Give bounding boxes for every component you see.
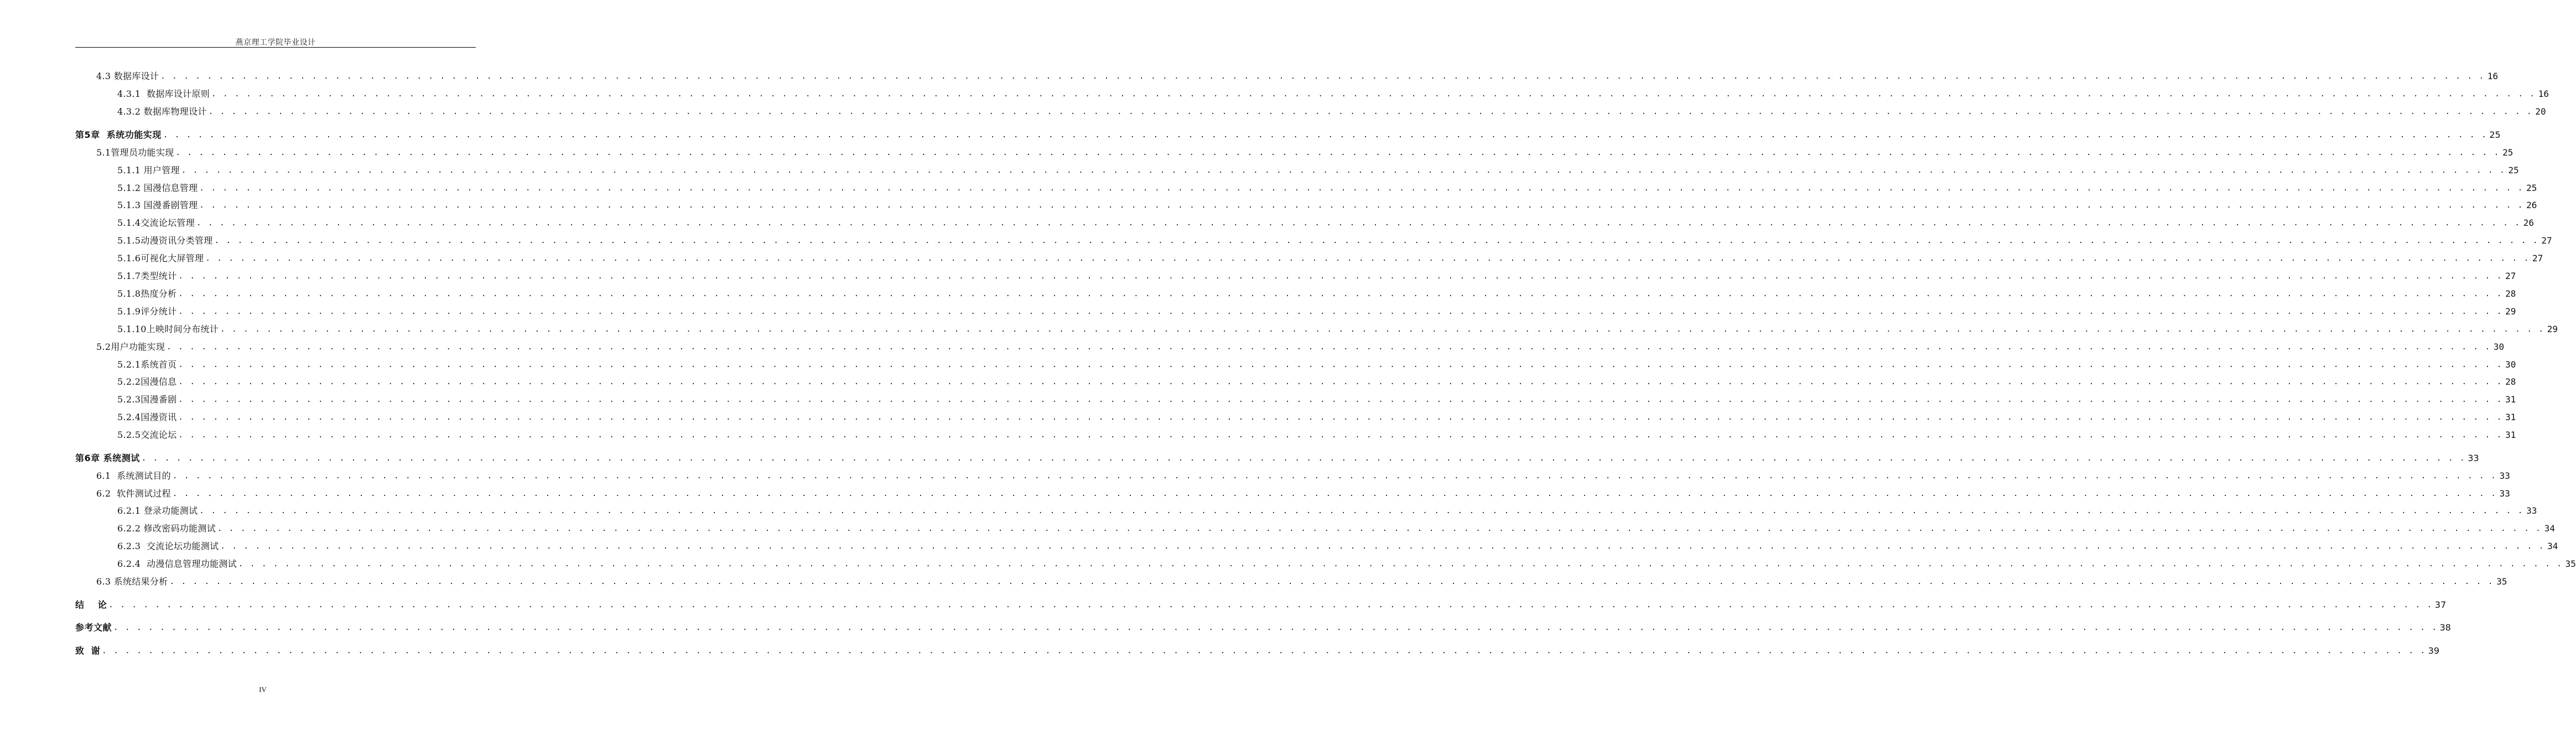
toc-dot-leader: . . . . . . . . . . . . . . . . . . . . . . . . . . . . . . . . . . . . . . . . . . . . . . . . . . . . . . . . . . . . . . . . . . . . . . . . . . . . . . . . . . . . . . . . . . . . . . . . . . . . . . . . . . . . . . . . . . . . . . . . . . . . . . . . . . . . . . . . . . . . . . . . . . . . . . . . . . . . . . . . . . . . . . . . . . . . . . . . . . . . . . . . . . . . . . . . . . . . . . . . — [167, 343, 2491, 352]
toc-entry[interactable] — [0, 127, 2501, 141]
toc-entry-page: 33 — [2468, 453, 2479, 463]
toc-entry[interactable] — [0, 620, 2451, 633]
toc-entry-label: 5.2.5交流论坛 — [117, 430, 177, 440]
toc-dot-leader: . . . . . . . . . . . . . . . . . . . . . . . . . . . . . . . . . . . . . . . . . . . . . . . . . . . . . . . . . . . . . . . . . . . . . . . . . . . . . . . . . . . . . . . . . . . . . . . . . . . . . . . . . . . . . . . . . . . . . . . . . . . . . . . . . . . . . . . . . . . . . . . . . . . . . . . . . . . . . . . . . . . . . . . . . . . . . . . . . . . . . . . . . . . . . . . . . . . . . . . . — [172, 472, 2497, 480]
toc-dot-leader: . . . . . . . . . . . . . . . . . . . . . . . . . . . . . . . . . . . . . . . . . . . . . . . . . . . . . . . . . . . . . . . . . . . . . . . . . . . . . . . . . . . . . . . . . . . . . . . . . . . . . . . . . . . . . . . . . . . . . . . . . . . . . . . . . . . . . . . . . . . . . . . . . . . . . . . . . . . . . . . . . . . . . . . . . . . . . . . . . . . . . . . . . . . . . . . . . . . . . . . . — [178, 395, 2503, 404]
toc-entry-page: 26 — [2526, 200, 2537, 210]
toc-entry-label: 5.1.1 用户管理 — [117, 165, 180, 175]
toc-entry[interactable] — [0, 357, 2516, 370]
toc-entry-label: 6.3 系统结果分析 — [96, 576, 168, 587]
toc-entry[interactable] — [0, 574, 2507, 587]
toc-entry-label: 5.1.2 国漫信息管理 — [117, 183, 198, 193]
toc-entry[interactable] — [0, 597, 2447, 611]
toc-entry-page: 31 — [2505, 412, 2516, 422]
toc-entry-label: 6.2.4 动漫信息管理功能测试 — [117, 559, 237, 569]
toc-dot-leader: . . . . . . . . . . . . . . . . . . . . . . . . . . . . . . . . . . . . . . . . . . . . . . . . . . . . . . . . . . . . . . . . . . . . . . . . . . . . . . . . . . . . . . . . . . . . . . . . . . . . . . . . . . . . . . . . . . . . . . . . . . . . . . . . . . . . . . . . . . . . . . . . . . . . . . . . . . . . . . . . . . . . . . . . . . . . . . . . . . . . . . . . . . . . . . . . . . . . . . . . — [141, 454, 2466, 463]
toc-dot-leader: . . . . . . . . . . . . . . . . . . . . . . . . . . . . . . . . . . . . . . . . . . . . . . . . . . . . . . . . . . . . . . . . . . . . . . . . . . . . . . . . . . . . . . . . . . . . . . . . . . . . . . . . . . . . . . . . . . . . . . . . . . . . . . . . . . . . . . . . . . . . . . . . . . . . . . . . . . . . . . . . . . . . . . . . . . . . . . . . . . . . . . . . . . . . . . . . . . . . . . . . — [199, 201, 2524, 210]
toc-entry-page: 27 — [2532, 253, 2543, 264]
toc-entry[interactable] — [0, 539, 2558, 552]
toc-entry[interactable] — [0, 468, 2510, 482]
toc-entry-page: 35 — [2565, 559, 2576, 569]
toc-entry-label: 5.1.7类型统计 — [117, 271, 177, 281]
toc-dot-leader: . . . . . . . . . . . . . . . . . . . . . . . . . . . . . . . . . . . . . . . . . . . . . . . . . . . . . . . . . . . . . . . . . . . . . . . . . . . . . . . . . . . . . . . . . . . . . . . . . . . . . . . . . . . . . . . . . . . . . . . . . . . . . . . . . . . . . . . . . . . . . . . . . . . . . . . . . . . . . . . . . . . . . . . . . . . . . . . . . . . . . . . . . . . . . . . . . . . . . . . . — [214, 236, 2539, 245]
toc-dot-leader: . . . . . . . . . . . . . . . . . . . . . . . . . . . . . . . . . . . . . . . . . . . . . . . . . . . . . . . . . . . . . . . . . . . . . . . . . . . . . . . . . . . . . . . . . . . . . . . . . . . . . . . . . . . . . . . . . . . . . . . . . . . . . . . . . . . . . . . . . . . . . . . . . . . . . . . . . . . . . . . . . . . . . . . . . . . . . . . . . . . . . . . . . . . . . . . . . . . . . . . . — [220, 325, 2545, 334]
toc-entry-page: 33 — [2526, 505, 2537, 516]
toc-dot-leader: . . . . . . . . . . . . . . . . . . . . . . . . . . . . . . . . . . . . . . . . . . . . . . . . . . . . . . . . . . . . . . . . . . . . . . . . . . . . . . . . . . . . . . . . . . . . . . . . . . . . . . . . . . . . . . . . . . . . . . . . . . . . . . . . . . . . . . . . . . . . . . . . . . . . . . . . . . . . . . . . . . . . . . . . . . . . . . . . . . . . . . . . . . . . . . . . . . . . . . . . — [175, 148, 2500, 157]
toc-entry[interactable] — [0, 86, 2549, 100]
toc-entry[interactable] — [0, 104, 2546, 117]
toc-entry-label: 5.2.4国漫资讯 — [117, 412, 177, 422]
toc-entry[interactable] — [0, 486, 2510, 499]
toc-entry-page: 28 — [2505, 288, 2516, 299]
toc-entry-label: 5.2.2国漫信息 — [117, 376, 177, 387]
toc-dot-leader: . . . . . . . . . . . . . . . . . . . . . . . . . . . . . . . . . . . . . . . . . . . . . . . . . . . . . . . . . . . . . . . . . . . . . . . . . . . . . . . . . . . . . . . . . . . . . . . . . . . . . . . . . . . . . . . . . . . . . . . . . . . . . . . . . . . . . . . . . . . . . . . . . . . . . . . . . . . . . . . . . . . . . . . . . . . . . . . . . . . . . . . . . . . . . . . . . . . . . . . . — [220, 542, 2545, 551]
toc-entry-label: 4.3 数据库设计 — [96, 71, 159, 81]
page-header-title: 燕京理工学院毕业设计 — [235, 38, 316, 47]
toc-entry-page: 29 — [2547, 324, 2558, 334]
toc-dot-leader: . . . . . . . . . . . . . . . . . . . . . . . . . . . . . . . . . . . . . . . . . . . . . . . . . . . . . . . . . . . . . . . . . . . . . . . . . . . . . . . . . . . . . . . . . . . . . . . . . . . . . . . . . . . . . . . . . . . . . . . . . . . . . . . . . . . . . . . . . . . . . . . . . . . . . . . . . . . . . . . . . . . . . . . . . . . . . . . . . . . . . . . . . . . . . . . . . . . . . . . . — [178, 307, 2503, 316]
toc-dot-leader: . . . . . . . . . . . . . . . . . . . . . . . . . . . . . . . . . . . . . . . . . . . . . . . . . . . . . . . . . . . . . . . . . . . . . . . . . . . . . . . . . . . . . . . . . . . . . . . . . . . . . . . . . . . . . . . . . . . . . . . . . . . . . . . . . . . . . . . . . . . . . . . . . . . . . . . . . . . . . . . . . . . . . . . . . . . . . . . . . . . . . . . . . . . . . . . . . . . . . . . . — [211, 90, 2536, 99]
toc-entry[interactable] — [0, 69, 2499, 82]
page-number-footer: IV — [259, 685, 267, 694]
toc-entry-page: 25 — [2526, 183, 2537, 193]
toc-entry[interactable] — [0, 268, 2516, 282]
toc-entry-label: 5.2.3国漫番剧 — [117, 394, 177, 405]
toc-dot-leader: . . . . . . . . . . . . . . . . . . . . . . . . . . . . . . . . . . . . . . . . . . . . . . . . . . . . . . . . . . . . . . . . . . . . . . . . . . . . . . . . . . . . . . . . . . . . . . . . . . . . . . . . . . . . . . . . . . . . . . . . . . . . . . . . . . . . . . . . . . . . . . . . . . . . . . . . . . . . . . . . . . . . . . . . . . . . . . . . . . . . . . . . . . . . . . . . . . . . . . . . — [178, 360, 2503, 369]
toc-entry-page: 25 — [2508, 165, 2519, 175]
toc-entry-page: 34 — [2547, 541, 2558, 551]
toc-entry[interactable] — [0, 145, 2513, 158]
toc-entry-page: 20 — [2535, 106, 2546, 117]
toc-dot-leader: . . . . . . . . . . . . . . . . . . . . . . . . . . . . . . . . . . . . . . . . . . . . . . . . . . . . . . . . . . . . . . . . . . . . . . . . . . . . . . . . . . . . . . . . . . . . . . . . . . . . . . . . . . . . . . . . . . . . . . . . . . . . . . . . . . . . . . . . . . . . . . . . . . . . . . . . . . . . . . . . . . . . . . . . . . . . . . . . . . . . . . . . . . . . . . . . . . . . . . . . — [178, 413, 2503, 422]
toc-dot-leader: . . . . . . . . . . . . . . . . . . . . . . . . . . . . . . . . . . . . . . . . . . . . . . . . . . . . . . . . . . . . . . . . . . . . . . . . . . . . . . . . . . . . . . . . . . . . . . . . . . . . . . . . . . . . . . . . . . . . . . . . . . . . . . . . . . . . . . . . . . . . . . . . . . . . . . . . . . . . . . . . . . . . . . . . . . . . . . . . . . . . . . . . . . . . . . . . . . . . . . . . — [199, 184, 2524, 193]
toc-entry-page: 16 — [2538, 89, 2549, 99]
toc-entry-page: 38 — [2439, 622, 2451, 633]
toc-dot-leader: . . . . . . . . . . . . . . . . . . . . . . . . . . . . . . . . . . . . . . . . . . . . . . . . . . . . . . . . . . . . . . . . . . . . . . . . . . . . . . . . . . . . . . . . . . . . . . . . . . . . . . . . . . . . . . . . . . . . . . . . . . . . . . . . . . . . . . . . . . . . . . . . . . . . . . . . . . . . . . . . . . . . . . . . . . . . . . . . . . . . . . . . . . . . . . . . . . . . . . . . — [181, 166, 2506, 175]
toc-entry[interactable] — [0, 451, 2479, 464]
toc-dot-leader: . . . . . . . . . . . . . . . . . . . . . . . . . . . . . . . . . . . . . . . . . . . . . . . . . . . . . . . . . . . . . . . . . . . . . . . . . . . . . . . . . . . . . . . . . . . . . . . . . . . . . . . . . . . . . . . . . . . . . . . . . . . . . . . . . . . . . . . . . . . . . . . . . . . . . . . . . . . . . . . . . . . . . . . . . . . . . . . . . . . . . . . . . . . . . . . . . . . . . . . . — [160, 72, 2485, 81]
toc-entry-page: 16 — [2487, 71, 2499, 81]
toc-entry-label: 5.1.5动漫资讯分类管理 — [117, 235, 213, 246]
toc-entry[interactable] — [0, 198, 2537, 211]
toc-entry[interactable] — [0, 410, 2516, 423]
toc-entry[interactable] — [0, 503, 2537, 516]
toc-entry[interactable] — [0, 233, 2552, 246]
toc-entry-page: 30 — [2505, 359, 2516, 370]
toc-entry-label: 参考文献 — [75, 622, 112, 633]
toc-dot-leader: . . . . . . . . . . . . . . . . . . . . . . . . . . . . . . . . . . . . . . . . . . . . . . . . . . . . . . . . . . . . . . . . . . . . . . . . . . . . . . . . . . . . . . . . . . . . . . . . . . . . . . . . . . . . . . . . . . . . . . . . . . . . . . . . . . . . . . . . . . . . . . . . . . . . . . . . . . . . . . . . . . . . . . . . . . . . . . . . . . . . . . . . . . . . . . . . . . . . . . . . — [178, 272, 2503, 281]
toc-entry-label: 5.1管理员功能实现 — [96, 147, 174, 158]
toc-dot-leader: . . . . . . . . . . . . . . . . . . . . . . . . . . . . . . . . . . . . . . . . . . . . . . . . . . . . . . . . . . . . . . . . . . . . . . . . . . . . . . . . . . . . . . . . . . . . . . . . . . . . . . . . . . . . . . . . . . . . . . . . . . . . . . . . . . . . . . . . . . . . . . . . . . . . . . . . . . . . . . . . . . . . . . . . . . . . . . . . . . . . . . . . . . . . . . . . . . . . . . . . — [108, 601, 2433, 609]
toc-entry-page: 29 — [2505, 306, 2516, 317]
toc-entry-page: 35 — [2496, 576, 2507, 587]
toc-entry[interactable] — [0, 392, 2516, 405]
toc-entry-label: 6.2 软件测试过程 — [96, 488, 171, 499]
toc-entry-label: 6.2.1 登录功能测试 — [117, 505, 198, 516]
toc-dot-leader: . . . . . . . . . . . . . . . . . . . . . . . . . . . . . . . . . . . . . . . . . . . . . . . . . . . . . . . . . . . . . . . . . . . . . . . . . . . . . . . . . . . . . . . . . . . . . . . . . . . . . . . . . . . . . . . . . . . . . . . . . . . . . . . . . . . . . . . . . . . . . . . . . . . . . . . . . . . . . . . . . . . . . . . . . . . . . . . . . . . . . . . . . . . . . . . . . . . . . . . . — [172, 489, 2497, 498]
toc-dot-leader: . . . . . . . . . . . . . . . . . . . . . . . . . . . . . . . . . . . . . . . . . . . . . . . . . . . . . . . . . . . . . . . . . . . . . . . . . . . . . . . . . . . . . . . . . . . . . . . . . . . . . . . . . . . . . . . . . . . . . . . . . . . . . . . . . . . . . . . . . . . . . . . . . . . . . . . . . . . . . . . . . . . . . . . . . . . . . . . . . . . . . . . . . . . . . . . . . . . . . . . . — [169, 577, 2494, 586]
toc-dot-leader: . . . . . . . . . . . . . . . . . . . . . . . . . . . . . . . . . . . . . . . . . . . . . . . . . . . . . . . . . . . . . . . . . . . . . . . . . . . . . . . . . . . . . . . . . . . . . . . . . . . . . . . . . . . . . . . . . . . . . . . . . . . . . . . . . . . . . . . . . . . . . . . . . . . . . . . . . . . . . . . . . . . . . . . . . . . . . . . . . . . . . . . . . . . . . . . . . . . . . . . . — [208, 107, 2533, 116]
toc-entry[interactable] — [0, 286, 2516, 299]
toc-entry-label: 6.1 系统测试目的 — [96, 471, 171, 481]
toc-entry-label: 致 谢 — [75, 645, 101, 656]
toc-dot-leader: . . . . . . . . . . . . . . . . . . . . . . . . . . . . . . . . . . . . . . . . . . . . . . . . . . . . . . . . . . . . . . . . . . . . . . . . . . . . . . . . . . . . . . . . . . . . . . . . . . . . . . . . . . . . . . . . . . . . . . . . . . . . . . . . . . . . . . . . . . . . . . . . . . . . . . . . . . . . . . . . . . . . . . . . . . . . . . . . . . . . . . . . . . . . . . . . . . . . . . . . — [196, 219, 2521, 228]
toc-entry-label: 6.2.3 交流论坛功能测试 — [117, 541, 219, 551]
toc-entry[interactable] — [0, 251, 2543, 264]
toc-entry[interactable] — [0, 427, 2516, 441]
toc-dot-leader: . . . . . . . . . . . . . . . . . . . . . . . . . . . . . . . . . . . . . . . . . . . . . . . . . . . . . . . . . . . . . . . . . . . . . . . . . . . . . . . . . . . . . . . . . . . . . . . . . . . . . . . . . . . . . . . . . . . . . . . . . . . . . . . . . . . . . . . . . . . . . . . . . . . . . . . . . . . . . . . . . . . . . . . . . . . . . . . . . . . . . . . . . . . . . . . . . . . . . . . . — [178, 378, 2503, 386]
toc-entry[interactable] — [0, 521, 2555, 534]
toc-entry-label: 5.2用户功能实现 — [96, 342, 165, 352]
toc-entry-page: 39 — [2428, 645, 2440, 656]
toc-entry-label: 4.3.1 数据库设计原则 — [117, 89, 210, 99]
toc-entry-label: 5.1.6可视化大屏管理 — [117, 253, 204, 264]
toc-entry-label: 5.2.1系统首页 — [117, 359, 177, 370]
toc-dot-leader: . . . . . . . . . . . . . . . . . . . . . . . . . . . . . . . . . . . . . . . . . . . . . . . . . . . . . . . . . . . . . . . . . . . . . . . . . . . . . . . . . . . . . . . . . . . . . . . . . . . . . . . . . . . . . . . . . . . . . . . . . . . . . . . . . . . . . . . . . . . . . . . . . . . . . . . . . . . . . . . . . . . . . . . . . . . . . . . . . . . . . . . . . . . . . . . . . . . . . . . . — [205, 254, 2530, 263]
toc-entry-page: 26 — [2523, 218, 2534, 228]
toc-entry-page: 25 — [2502, 147, 2513, 158]
toc-entry[interactable] — [0, 322, 2558, 335]
toc-entry-label: 6.2.2 修改密码功能测试 — [117, 523, 216, 534]
toc-entry-label: 第5章 系统功能实现 — [75, 130, 162, 140]
toc-entry-page: 34 — [2544, 523, 2555, 534]
toc-entry-label: 结 论 — [75, 600, 107, 610]
toc-entry-page: 28 — [2505, 376, 2516, 387]
toc-entry-label: 5.1.9评分统计 — [117, 306, 177, 317]
toc-entry-page: 37 — [2434, 600, 2447, 610]
toc-entry-label: 第6章 系统测试 — [75, 453, 140, 463]
toc-entry-page: 30 — [2493, 342, 2505, 352]
toc-entry-page: 25 — [2489, 130, 2501, 140]
toc-entry-label: 5.1.4交流论坛管理 — [117, 218, 195, 228]
toc-entry[interactable] — [0, 180, 2537, 194]
toc-entry[interactable] — [0, 339, 2505, 353]
toc-dot-leader: . . . . . . . . . . . . . . . . . . . . . . . . . . . . . . . . . . . . . . . . . . . . . . . . . . . . . . . . . . . . . . . . . . . . . . . . . . . . . . . . . . . . . . . . . . . . . . . . . . . . . . . . . . . . . . . . . . . . . . . . . . . . . . . . . . . . . . . . . . . . . . . . . . . . . . . . . . . . . . . . . . . . . . . . . . . . . . . . . . . . . . . . . . . . . . . . . . . . . . . . — [199, 507, 2524, 515]
toc-entry-label: 5.1.3 国漫番剧管理 — [117, 200, 198, 210]
toc-entry[interactable] — [0, 643, 2440, 657]
toc-dot-leader: . . . . . . . . . . . . . . . . . . . . . . . . . . . . . . . . . . . . . . . . . . . . . . . . . . . . . . . . . . . . . . . . . . . . . . . . . . . . . . . . . . . . . . . . . . . . . . . . . . . . . . . . . . . . . . . . . . . . . . . . . . . . . . . . . . . . . . . . . . . . . . . . . . . . . . . . . . . . . . . . . . . . . . . . . . . . . . . . . . . . . . . . . . . . . . . . . . . . . . . . — [163, 131, 2487, 140]
toc-entry-label: 5.1.8热度分析 — [117, 288, 177, 299]
toc-entry[interactable] — [0, 556, 2576, 570]
toc-dot-leader: . . . . . . . . . . . . . . . . . . . . . . . . . . . . . . . . . . . . . . . . . . . . . . . . . . . . . . . . . . . . . . . . . . . . . . . . . . . . . . . . . . . . . . . . . . . . . . . . . . . . . . . . . . . . . . . . . . . . . . . . . . . . . . . . . . . . . . . . . . . . . . . . . . . . . . . . . . . . . . . . . . . . . . . . . . . . . . . . . . . . . . . . . . . . . . . . . . . . . . . . — [113, 623, 2438, 632]
toc-entry-page: 33 — [2499, 471, 2510, 481]
toc-dot-leader: . . . . . . . . . . . . . . . . . . . . . . . . . . . . . . . . . . . . . . . . . . . . . . . . . . . . . . . . . . . . . . . . . . . . . . . . . . . . . . . . . . . . . . . . . . . . . . . . . . . . . . . . . . . . . . . . . . . . . . . . . . . . . . . . . . . . . . . . . . . . . . . . . . . . . . . . . . . . . . . . . . . . . . . . . . . . . . . . . . . . . . . . . . . . . . . . . . . . . . . . — [178, 290, 2503, 298]
toc-entry-page: 33 — [2499, 488, 2510, 499]
toc-dot-leader: . . . . . . . . . . . . . . . . . . . . . . . . . . . . . . . . . . . . . . . . . . . . . . . . . . . . . . . . . . . . . . . . . . . . . . . . . . . . . . . . . . . . . . . . . . . . . . . . . . . . . . . . . . . . . . . . . . . . . . . . . . . . . . . . . . . . . . . . . . . . . . . . . . . . . . . . . . . . . . . . . . . . . . . . . . . . . . . . . . . . . . . . . . . . . . . . . . . . . . . . — [217, 524, 2542, 533]
toc-entry[interactable] — [0, 304, 2516, 317]
toc-entry-page: 31 — [2505, 394, 2516, 405]
toc-entry[interactable] — [0, 163, 2519, 176]
toc-entry-label: 4.3.2 数据库物理设计 — [117, 106, 207, 117]
toc-entry[interactable] — [0, 374, 2516, 388]
toc-dot-leader: . . . . . . . . . . . . . . . . . . . . . . . . . . . . . . . . . . . . . . . . . . . . . . . . . . . . . . . . . . . . . . . . . . . . . . . . . . . . . . . . . . . . . . . . . . . . . . . . . . . . . . . . . . . . . . . . . . . . . . . . . . . . . . . . . . . . . . . . . . . . . . . . . . . . . . . . . . . . . . . . . . . . . . . . . . . . . . . . . . . . . . . . . . . . . . . . . . . . . . . . — [178, 431, 2503, 440]
toc-entry-page: 31 — [2505, 430, 2516, 440]
toc-dot-leader: . . . . . . . . . . . . . . . . . . . . . . . . . . . . . . . . . . . . . . . . . . . . . . . . . . . . . . . . . . . . . . . . . . . . . . . . . . . . . . . . . . . . . . . . . . . . . . . . . . . . . . . . . . . . . . . . . . . . . . . . . . . . . . . . . . . . . . . . . . . . . . . . . . . . . . . . . . . . . . . . . . . . . . . . . . . . . . . . . . . . . . . . . . . . . . . . . . . . . . . . — [102, 647, 2427, 655]
toc-entry-label: 5.1.10上映时间分布统计 — [117, 324, 219, 334]
toc-entry-page: 27 — [2505, 271, 2516, 281]
toc-entry[interactable] — [0, 215, 2534, 229]
toc-entry-page: 27 — [2541, 235, 2552, 246]
toc-dot-leader: . . . . . . . . . . . . . . . . . . . . . . . . . . . . . . . . . . . . . . . . . . . . . . . . . . . . . . . . . . . . . . . . . . . . . . . . . . . . . . . . . . . . . . . . . . . . . . . . . . . . . . . . . . . . . . . . . . . . . . . . . . . . . . . . . . . . . . . . . . . . . . . . . . . . . . . . . . . . . . . . . . . . . . . . . . . . . . . . . . . . . . . . . . . . . . . . . . . . . . . . — [238, 560, 2563, 569]
